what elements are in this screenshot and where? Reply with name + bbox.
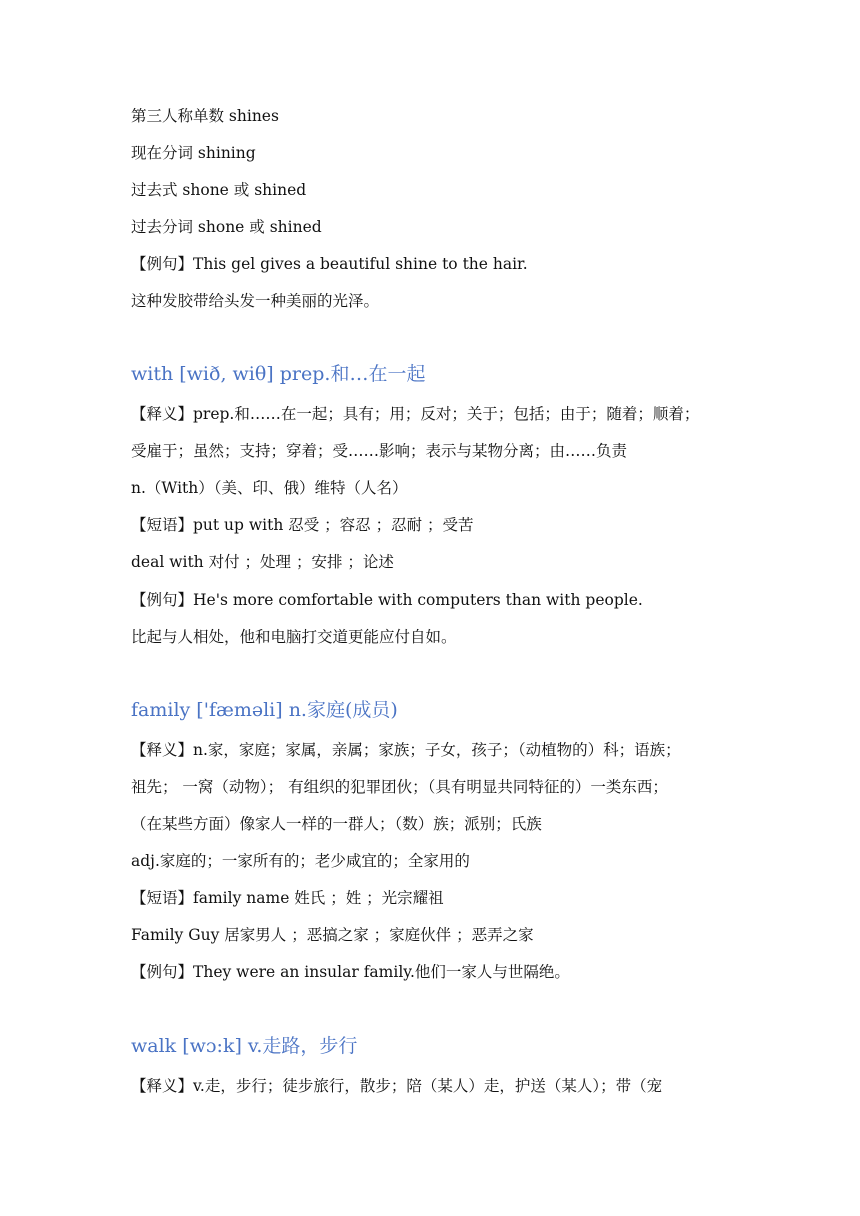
with-phrase-2: deal with 对付 ；处理 ；安排 ；论述 <box>131 553 394 571</box>
with-example-en: 【例句】He's more comfortable with computers than with people. <box>131 591 643 609</box>
with-example-zh: 比起与人相处，他和电脑打交道更能应付自如。 <box>131 628 457 646</box>
family-example: 【例句】They were an insular family.他们一家人与世隔绝。 <box>131 963 570 981</box>
walk-heading: walk [wɔ:k] v.走路，步行 <box>131 1035 358 1057</box>
shine-third-person: 第三人称单数 shines <box>131 107 279 125</box>
shine-example-zh: 这种发胶带给头发一种美丽的光泽。 <box>131 292 380 310</box>
family-phrase-2: Family Guy 居家男人 ；恶搞之家 ；家庭伙伴 ；恶弄之家 <box>131 926 534 944</box>
family-meaning-2: 祖先； 一窝（动物）； 有组织的犯罪团伙；（具有明显共同特征的）一类东西； <box>131 778 668 796</box>
shine-past-participle: 过去分词 shone 或 shined <box>131 218 322 236</box>
family-meaning-3: （在某些方面）像家人一样的一群人；（数）族；派别；氏族 <box>131 815 542 833</box>
shine-past-tense: 过去式 shone 或 shined <box>131 181 307 199</box>
family-heading: family ['fæməli] n.家庭(成员) <box>131 699 398 721</box>
family-meaning-1: 【释义】n.家，家庭；家属，亲属；家族；子女，孩子；（动植物的）科；语族； <box>131 741 681 759</box>
with-meaning-1: 【释义】prep.和……在一起；具有；用；反对；关于；包括；由于；随着；顺着； <box>131 405 700 423</box>
with-meaning-2: 受雇于；虽然；支持；穿着；受……影响；表示与某物分离；由……负责 <box>131 442 628 460</box>
with-meaning-3: n.（With）（美、印、俄）维特（人名） <box>131 479 408 497</box>
with-heading: with [wið, wiθ] prep.和…在一起 <box>131 363 426 385</box>
family-meaning-4: adj.家庭的；一家所有的；老少咸宜的；全家用的 <box>131 852 470 870</box>
with-phrase-1: 【短语】put up with 忍受 ；容忍 ；忍耐 ；受苦 <box>131 516 474 534</box>
walk-meaning-1: 【释义】v.走，步行；徒步旅行，散步；陪（某人）走，护送（某人）；带（宠 <box>131 1077 663 1095</box>
family-phrase-1: 【短语】family name 姓氏 ；姓 ；光宗耀祖 <box>131 889 444 907</box>
shine-example-en: 【例句】This gel gives a beautiful shine to the hair. <box>131 255 528 273</box>
shine-present-participle: 现在分词 shining <box>131 144 256 162</box>
